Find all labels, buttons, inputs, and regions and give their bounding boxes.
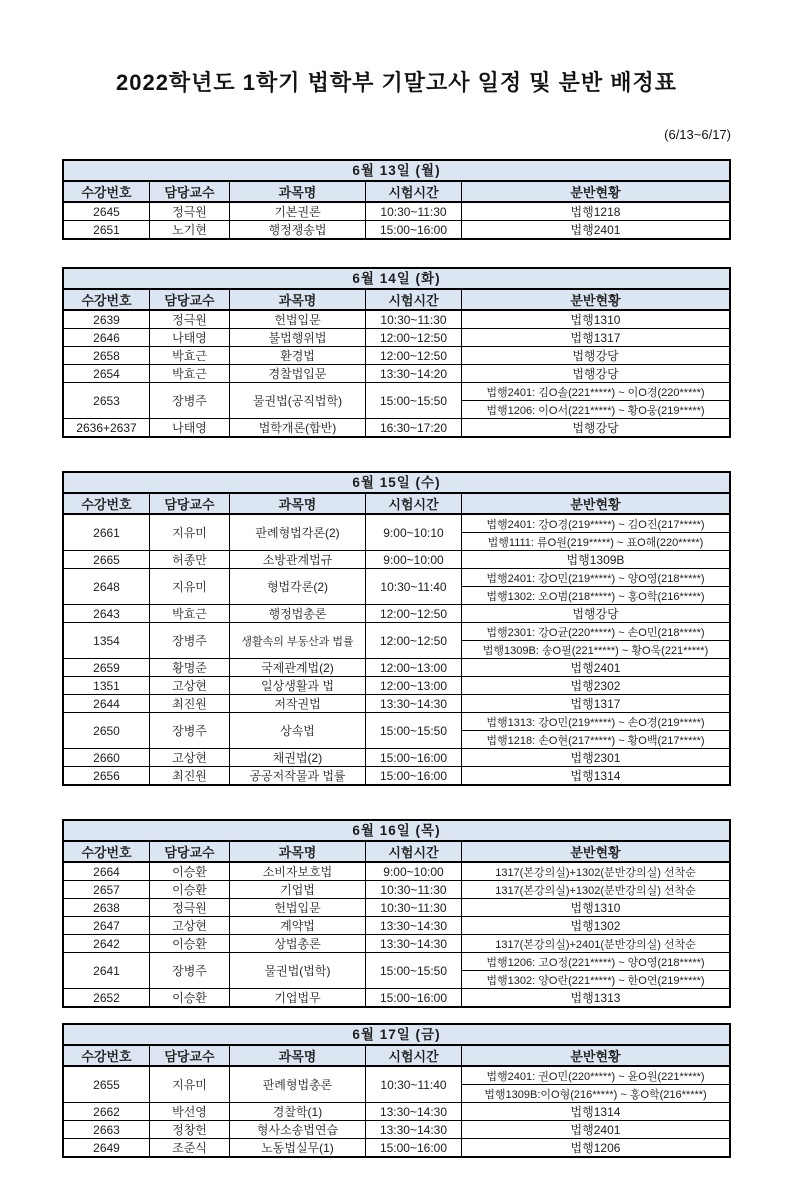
cell-professor: 이승환 — [150, 935, 230, 952]
cell-subject: 소방관계법규 — [230, 551, 366, 568]
section-line: 법행2401: 강O경(219*****) ~ 김O진(217*****) — [486, 518, 705, 531]
section-line: 법행1314 — [570, 1105, 621, 1119]
cell-course-no: 2648 — [64, 569, 150, 604]
cell-time: 15:00~15:50 — [366, 953, 462, 988]
cell-time: 15:00~15:50 — [366, 713, 462, 748]
column-header: 수강번호 — [64, 494, 150, 513]
cell-time: 10:30~11:30 — [366, 899, 462, 916]
cell-sections — [462, 953, 729, 988]
table-date-header: 6월 17일 (금) — [64, 1025, 729, 1046]
cell-sections — [462, 329, 729, 346]
cell-sections — [462, 1121, 729, 1138]
cell-time: 12:00~12:50 — [366, 347, 462, 364]
table-row — [64, 952, 729, 988]
column-header: 수강번호 — [64, 290, 150, 309]
cell-subject: 법학개론(합반) — [230, 419, 366, 436]
column-header: 수강번호 — [64, 1046, 150, 1065]
table-row — [64, 712, 729, 748]
section-line: 법행1302: 양O란(221*****) ~ 한O연(219*****) — [462, 970, 729, 988]
cell-professor: 허종만 — [150, 551, 230, 568]
section-line: 법행1313: 강O민(219*****) ~ 손O경(219*****) — [486, 716, 705, 729]
cell-time: 15:00~16:00 — [366, 767, 462, 784]
section-line: 법행2401: 권O민(220*****) ~ 윤O원(221*****) — [486, 1070, 705, 1083]
section-line: 법행2401: 김O솔(221*****) ~ 이O경(220*****) — [486, 386, 705, 399]
cell-time: 10:30~11:30 — [366, 203, 462, 220]
section-line: 법행2401 — [570, 223, 621, 237]
table-row — [64, 916, 729, 934]
cell-course-no: 1354 — [64, 623, 150, 658]
cell-professor: 황명준 — [150, 659, 230, 676]
cell-time: 9:00~10:10 — [366, 515, 462, 550]
cell-course-no: 2656 — [64, 767, 150, 784]
cell-professor: 최진원 — [150, 767, 230, 784]
column-header: 담당교수 — [150, 842, 230, 861]
cell-professor: 최진원 — [150, 695, 230, 712]
cell-course-no: 2636+2637 — [64, 419, 150, 436]
cell-sections — [462, 623, 729, 658]
table-row — [64, 622, 729, 658]
cell-time: 13:30~14:30 — [366, 695, 462, 712]
exam-table — [62, 471, 731, 786]
cell-course-no: 2658 — [64, 347, 150, 364]
cell-sections — [462, 1067, 729, 1102]
section-line: 법행강당 — [572, 367, 619, 381]
cell-subject: 물권법(공직법학) — [230, 383, 366, 418]
cell-professor: 고상현 — [150, 749, 230, 766]
section-line: 법행1302: 오O범(218*****) ~ 홍O학(216*****) — [462, 586, 729, 604]
cell-course-no: 2654 — [64, 365, 150, 382]
cell-professor: 이승환 — [150, 989, 230, 1006]
cell-course-no: 2662 — [64, 1103, 150, 1120]
section-line: 법행1218: 손O현(217*****) ~ 황O백(217*****) — [462, 730, 729, 748]
cell-professor: 나태영 — [150, 329, 230, 346]
table-row — [64, 1138, 729, 1156]
cell-time: 10:30~11:40 — [366, 1067, 462, 1102]
section-line: 법행1310 — [570, 901, 621, 915]
cell-sections — [462, 551, 729, 568]
cell-course-no: 2652 — [64, 989, 150, 1006]
cell-professor: 박효근 — [150, 605, 230, 622]
cell-sections — [462, 677, 729, 694]
exam-table — [62, 819, 731, 1008]
cell-professor: 지유미 — [150, 569, 230, 604]
table-date-header: 6월 15일 (수) — [64, 473, 729, 494]
column-header: 과목명 — [230, 182, 366, 201]
section-line: 법행1206 — [570, 1141, 621, 1155]
cell-time: 12:00~13:00 — [366, 677, 462, 694]
table-row — [64, 880, 729, 898]
table-row — [64, 1067, 729, 1102]
column-header: 과목명 — [230, 842, 366, 861]
section-line: 법행1111: 류O원(219*****) ~ 표O해(220*****) — [462, 532, 729, 550]
cell-professor: 고상현 — [150, 917, 230, 934]
table-row — [64, 863, 729, 880]
cell-time: 15:00~16:00 — [366, 1139, 462, 1156]
cell-sections — [462, 767, 729, 784]
cell-time: 10:30~11:30 — [366, 881, 462, 898]
table-row — [64, 550, 729, 568]
table-row — [64, 694, 729, 712]
table-row — [64, 568, 729, 604]
column-header: 분반현황 — [462, 182, 729, 201]
column-header: 시험시간 — [366, 182, 462, 201]
column-header: 수강번호 — [64, 182, 150, 201]
cell-subject: 행정쟁송법 — [230, 221, 366, 238]
cell-course-no: 2641 — [64, 953, 150, 988]
cell-course-no: 2646 — [64, 329, 150, 346]
cell-sections — [462, 659, 729, 676]
cell-subject: 환경법 — [230, 347, 366, 364]
table-row — [64, 220, 729, 238]
section-line: 법행1309B:이O형(216*****) ~ 홍O학(216*****) — [462, 1084, 729, 1102]
cell-sections — [462, 899, 729, 916]
cell-professor: 정극원 — [150, 311, 230, 328]
cell-subject: 계약법 — [230, 917, 366, 934]
cell-sections — [462, 347, 729, 364]
cell-time: 12:00~12:50 — [366, 605, 462, 622]
cell-professor: 장병주 — [150, 383, 230, 418]
column-header-row — [64, 494, 729, 515]
column-header: 분반현황 — [462, 842, 729, 861]
cell-sections — [462, 605, 729, 622]
section-line: 1317(본강의실)+1302(분반강의실) 선착순 — [495, 866, 696, 879]
cell-time: 10:30~11:40 — [366, 569, 462, 604]
column-header: 담당교수 — [150, 1046, 230, 1065]
cell-course-no: 2661 — [64, 515, 150, 550]
cell-subject: 국제관계법(2) — [230, 659, 366, 676]
exam-table — [62, 159, 731, 240]
cell-sections — [462, 917, 729, 934]
section-line: 법행강당 — [572, 421, 619, 435]
cell-subject: 일상생활과 법 — [230, 677, 366, 694]
cell-time: 13:30~14:30 — [366, 1121, 462, 1138]
cell-professor: 정창헌 — [150, 1121, 230, 1138]
cell-time: 13:30~14:30 — [366, 935, 462, 952]
cell-course-no: 2645 — [64, 203, 150, 220]
cell-time: 15:00~16:00 — [366, 989, 462, 1006]
cell-subject: 형법각론(2) — [230, 569, 366, 604]
table-row — [64, 1102, 729, 1120]
cell-sections — [462, 881, 729, 898]
cell-course-no: 2651 — [64, 221, 150, 238]
cell-subject: 경찰법입문 — [230, 365, 366, 382]
cell-subject: 노동법실무(1) — [230, 1139, 366, 1156]
section-line: 법행강당 — [572, 607, 619, 621]
cell-time: 15:00~16:00 — [366, 749, 462, 766]
cell-sections — [462, 419, 729, 436]
cell-sections — [462, 569, 729, 604]
cell-time: 12:00~12:50 — [366, 623, 462, 658]
cell-subject: 채권법(2) — [230, 749, 366, 766]
cell-time: 13:30~14:30 — [366, 1103, 462, 1120]
column-header: 과목명 — [230, 1046, 366, 1065]
cell-subject: 형사소송법연습 — [230, 1121, 366, 1138]
cell-course-no: 1351 — [64, 677, 150, 694]
section-line: 법행1206: 이O서(221*****) ~ 황O웅(219*****) — [462, 400, 729, 418]
table-row — [64, 364, 729, 382]
column-header: 담당교수 — [150, 182, 230, 201]
cell-subject: 소비자보호법 — [230, 863, 366, 880]
cell-subject: 헌법입문 — [230, 899, 366, 916]
column-header-row — [64, 182, 729, 203]
cell-time: 10:30~11:30 — [366, 311, 462, 328]
cell-course-no: 2647 — [64, 917, 150, 934]
section-line: 법행2401 — [570, 1123, 621, 1137]
cell-time: 13:30~14:20 — [366, 365, 462, 382]
table-row — [64, 328, 729, 346]
cell-sections — [462, 695, 729, 712]
table-row — [64, 676, 729, 694]
cell-sections — [462, 863, 729, 880]
cell-sections — [462, 515, 729, 550]
table-row — [64, 515, 729, 550]
cell-subject: 생활속의 부동산과 법률 — [230, 623, 366, 658]
cell-sections — [462, 203, 729, 220]
cell-subject: 상속법 — [230, 713, 366, 748]
table-date-header: 6월 14일 (화) — [64, 269, 729, 290]
cell-professor: 노기현 — [150, 221, 230, 238]
cell-time: 15:00~16:00 — [366, 221, 462, 238]
table-row — [64, 1120, 729, 1138]
cell-professor: 박선영 — [150, 1103, 230, 1120]
column-header-row — [64, 842, 729, 863]
section-line: 1317(본강의실)+2401(분반강의실) 선착순 — [495, 938, 696, 951]
column-header: 시험시간 — [366, 290, 462, 309]
column-header-row — [64, 290, 729, 311]
cell-subject: 기본권론 — [230, 203, 366, 220]
cell-course-no: 2642 — [64, 935, 150, 952]
cell-sections — [462, 311, 729, 328]
exam-table — [62, 1023, 731, 1158]
cell-sections — [462, 365, 729, 382]
section-line: 법행1206: 고O정(221*****) ~ 양O영(218*****) — [486, 956, 705, 969]
cell-subject: 상법총론 — [230, 935, 366, 952]
cell-time: 13:30~14:30 — [366, 917, 462, 934]
table-row — [64, 418, 729, 436]
cell-subject: 물권법(법학) — [230, 953, 366, 988]
cell-subject: 기업법 — [230, 881, 366, 898]
cell-subject: 불법행위법 — [230, 329, 366, 346]
cell-professor: 지유미 — [150, 515, 230, 550]
cell-professor: 정극원 — [150, 899, 230, 916]
section-line: 법행1218 — [570, 205, 621, 219]
table-row — [64, 658, 729, 676]
section-line: 법행1313 — [570, 991, 621, 1005]
column-header: 과목명 — [230, 494, 366, 513]
cell-time: 9:00~10:00 — [366, 551, 462, 568]
table-row — [64, 934, 729, 952]
table-row — [64, 311, 729, 328]
cell-course-no: 2664 — [64, 863, 150, 880]
table-date-header: 6월 16일 (목) — [64, 821, 729, 842]
cell-subject: 판례형법각론(2) — [230, 515, 366, 550]
cell-time: 16:30~17:20 — [366, 419, 462, 436]
cell-sections — [462, 989, 729, 1006]
cell-sections — [462, 749, 729, 766]
section-line: 법행1309B — [566, 553, 625, 567]
section-line: 법행1317 — [570, 697, 621, 711]
cell-course-no: 2655 — [64, 1067, 150, 1102]
cell-course-no: 2659 — [64, 659, 150, 676]
cell-professor: 정극원 — [150, 203, 230, 220]
cell-subject: 저작권법 — [230, 695, 366, 712]
column-header: 시험시간 — [366, 494, 462, 513]
tables-container — [62, 159, 731, 1158]
cell-professor: 이승환 — [150, 881, 230, 898]
table-row — [64, 766, 729, 784]
cell-professor: 박효근 — [150, 365, 230, 382]
cell-professor: 이승환 — [150, 863, 230, 880]
cell-professor: 장병주 — [150, 953, 230, 988]
section-line: 법행1310 — [570, 313, 621, 327]
cell-sections — [462, 713, 729, 748]
cell-time: 15:00~15:50 — [366, 383, 462, 418]
cell-subject: 헌법입문 — [230, 311, 366, 328]
cell-course-no: 2653 — [64, 383, 150, 418]
section-line: 법행1302 — [570, 919, 621, 933]
section-line: 법행2301: 강O균(220*****) ~ 손O민(218*****) — [486, 626, 705, 639]
cell-course-no: 2644 — [64, 695, 150, 712]
cell-course-no: 2649 — [64, 1139, 150, 1156]
cell-course-no: 2639 — [64, 311, 150, 328]
exam-table — [62, 267, 731, 438]
cell-professor: 지유미 — [150, 1067, 230, 1102]
table-row — [64, 346, 729, 364]
section-line: 법행2301 — [570, 751, 621, 765]
column-header-row — [64, 1046, 729, 1067]
date-range: (6/13~6/17) — [664, 127, 731, 142]
section-line: 법행2401: 강O민(219*****) ~ 양O영(218*****) — [486, 572, 705, 585]
cell-professor: 나태영 — [150, 419, 230, 436]
cell-professor: 박효근 — [150, 347, 230, 364]
column-header: 시험시간 — [366, 842, 462, 861]
cell-sections — [462, 935, 729, 952]
cell-professor: 고상현 — [150, 677, 230, 694]
section-line: 법행1317 — [570, 331, 621, 345]
table-row — [64, 203, 729, 220]
column-header: 수강번호 — [64, 842, 150, 861]
cell-time: 12:00~13:00 — [366, 659, 462, 676]
cell-course-no: 2660 — [64, 749, 150, 766]
page-title: 2022학년도 1학기 법학부 기말고사 일정 및 분반 배정표 — [115, 70, 677, 95]
cell-course-no: 2643 — [64, 605, 150, 622]
column-header: 담당교수 — [150, 494, 230, 513]
cell-course-no: 2650 — [64, 713, 150, 748]
section-line: 법행2401 — [570, 661, 621, 675]
cell-professor: 조준식 — [150, 1139, 230, 1156]
cell-sections — [462, 1139, 729, 1156]
cell-course-no: 2638 — [64, 899, 150, 916]
cell-subject: 행정법총론 — [230, 605, 366, 622]
cell-professor: 장병주 — [150, 623, 230, 658]
cell-subject: 판례형법총론 — [230, 1067, 366, 1102]
cell-sections — [462, 383, 729, 418]
table-row — [64, 898, 729, 916]
cell-course-no: 2657 — [64, 881, 150, 898]
cell-professor: 장병주 — [150, 713, 230, 748]
cell-subject: 경찰학(1) — [230, 1103, 366, 1120]
cell-sections — [462, 1103, 729, 1120]
cell-time: 12:00~12:50 — [366, 329, 462, 346]
section-line: 법행1309B: 송O필(221*****) ~ 황O욱(221*****) — [462, 640, 729, 658]
section-line: 법행2302 — [570, 679, 621, 693]
section-line: 법행1314 — [570, 769, 621, 783]
table-row — [64, 382, 729, 418]
document-page — [0, 66, 793, 1158]
cell-time: 9:00~10:00 — [366, 863, 462, 880]
column-header: 분반현황 — [462, 1046, 729, 1065]
section-line: 법행강당 — [572, 349, 619, 363]
table-row — [64, 748, 729, 766]
table-date-header: 6월 13일 (월) — [64, 161, 729, 182]
cell-subject: 기업법무 — [230, 989, 366, 1006]
section-line: 1317(본강의실)+1302(분반강의실) 선착순 — [495, 884, 696, 897]
column-header: 분반현황 — [462, 494, 729, 513]
column-header: 담당교수 — [150, 290, 230, 309]
cell-course-no: 2665 — [64, 551, 150, 568]
column-header: 분반현황 — [462, 290, 729, 309]
cell-subject: 공공저작물과 법률 — [230, 767, 366, 784]
column-header: 시험시간 — [366, 1046, 462, 1065]
cell-course-no: 2663 — [64, 1121, 150, 1138]
table-row — [64, 604, 729, 622]
table-row — [64, 988, 729, 1006]
cell-sections — [462, 221, 729, 238]
column-header: 과목명 — [230, 290, 366, 309]
